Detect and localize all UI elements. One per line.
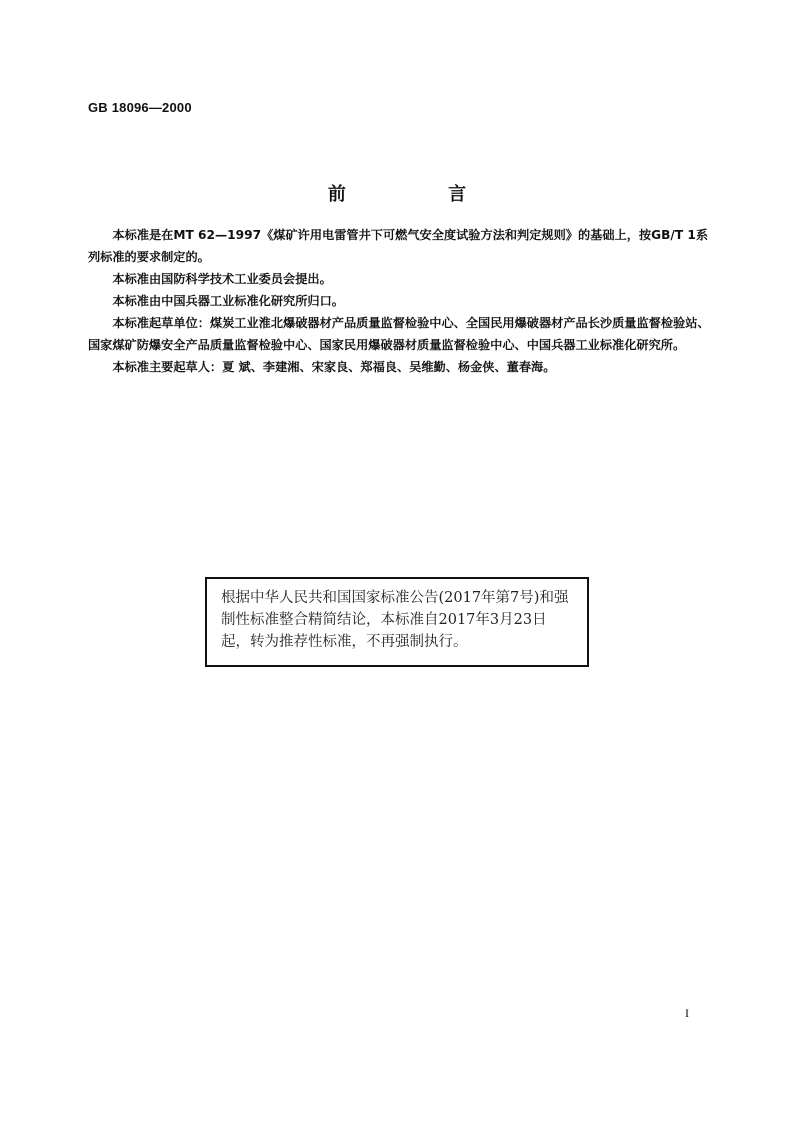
- foreword-body: [88, 224, 710, 378]
- status-notice-box: [205, 577, 589, 667]
- paragraph-proposer: 本标准由国防科学技术工业委员会提出。: [112, 272, 332, 286]
- paragraph-basis: 本标准是在MT 62—1997《煤矿许用电雷管井下可燃气安全度试验方法和判定规则》的基础上，按GB/T 1系列标准的要求制定的。: [88, 228, 709, 264]
- document-code: GB 18096—2000: [88, 100, 192, 115]
- paragraph-centralized: 本标准由中国兵器工业标准化研究所归口。: [112, 294, 344, 308]
- page-number: I: [685, 1006, 689, 1020]
- paragraph-drafters: 本标准主要起草人：夏 斌、李建湘、宋家良、郑福良、吴维勤、杨金侠、董春海。: [112, 360, 556, 374]
- status-notice-text: 根据中华人民共和国国家标准公告(2017年第7号)和强制性标准整合精简结论，本标准自2017年3月23日起，转为推荐性标准，不再强制执行。: [221, 590, 569, 650]
- paragraph-drafting-units: 本标准起草单位：煤炭工业淮北爆破器材产品质量监督检验中心、全国民用爆破器材产品长沙质量监督检验站、国家煤矿防爆安全产品质量监督检验中心、国家民用爆破器材质量监督检验中心、中国兵器工业标准化研究所。: [88, 316, 710, 352]
- page-title: 前 言: [327, 184, 515, 205]
